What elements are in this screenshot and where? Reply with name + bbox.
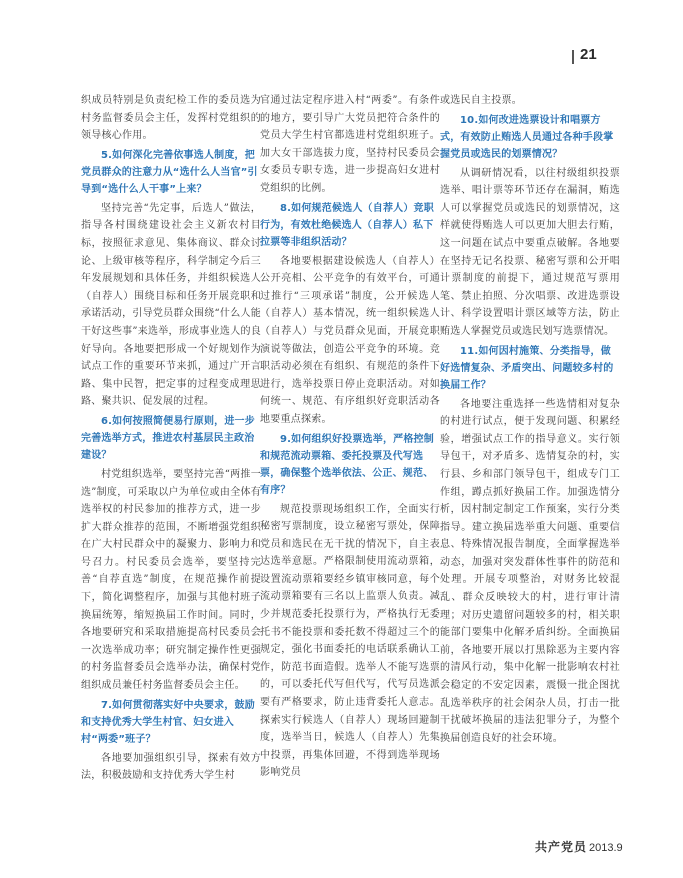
paragraph: 坚持完善“先定事，后选人”做法，指导各村围绕建设社会主义新农村目标，按照征求意见、集体商议、群众讨论、上级审核等程序，科学制定今后三年发展规划和具体任务，并组织候选人（自荐人）围绕目标和任务开展竞职和承诺活动，引导党员群众围绕“什么人能干好这些事”来选举，形成事业选人的良好导向。各地要把形成一个好规划作为试点工作的重要环节来抓，通过广开言路、集中民智，把定事的过程变成理思路、聚共识、促发展的过程。	[81, 202, 261, 408]
text-column-left	[81, 92, 261, 785]
text-column-middle	[260, 92, 440, 782]
paragraph: 村党组织选举，要坚持完善“两推一选”制度，可采取以户为单位或由全体有选举权的村民参加的推荐方式，进一步扩大群众推荐的范围，不断增强党组织在广大村民群众中的凝聚力、影响力和号召力。村民委员会选举，要坚持完善“自荐直选”制度，在规范操作前提下，简化调整程序，加强与其他村班子换届统筹，缩短换届工作时间。同时，各地要研究和采取措施提高村民委员会一次选举成功率；研究制定操作性更强的村务监督委员会选举办法，确保村党组织成员兼任村务监督委员会主任。	[81, 468, 261, 692]
page-footer	[535, 838, 623, 855]
text-column-right	[440, 92, 620, 747]
question-heading-9: 9.如何组织好投票选举，严格控制和规范流动票箱、委托投票及代写选票，确保整个选举依法、公正、规范、有序？	[260, 433, 434, 496]
paragraph: 各地要注重选择一些选情相对复杂的村进行试点，便于发现问题、积累经验，增强试点工作的指导意义。实行领导包干，对矛盾多、选情复杂的村，实行县、乡和部门领导包干，组成专门工作组，蹲点抓好换届工作。加强选情分析，因村制定制定工作预案，实行分类指导。建立换届选举重大问题、重要信息、特殊情况报告制度，全面掌握选举动态，加强对突发群体性事件的防范和处理。开展专项整治，对财务比较混乱、群众反映较大的村，进行审计清理；对历史遗留问题较多的村，相关职能部门要集中化解矛盾纠纷。全面换届前，各地要开展以打黑除恶为主要内容的清风行动，集中化解一批影响农村社会稳定的不安定因素，震慑一批企图扰乱选举秩序的社会闲杂人员，打击一批干扰破坏换届的违法犯罪分子，为整个换届创造良好的社会环境。	[440, 398, 620, 744]
paragraph: 各地要加强组织引导，探索有效方法，积极鼓励和支持优秀大学生村	[81, 752, 261, 782]
paragraph: 各地要根据建设候选人（自荐人）公开亮相、公平竞争的有效平台，可通过推行“三项承诺”制度，公开候选人（自荐人）基本情况，统一组织候选人（自荐人）与党员群众见面，开展竞职演说等做法，创造公平竞争的环境。竞职活动必须在有组织、有规范的条件下进行，选举投票日停止竞职活动。对如何统一、规范、有序组织好竞职活动各地要重点探索。	[260, 255, 440, 425]
paragraph: 织成员特别是负责纪检工作的委员选为村务监督委员会主任，发挥村党组织的领导核心作用。	[81, 95, 261, 142]
question-heading-11: 11.如何因村施策、分类指导，做好选情复杂、矛盾突出、问题较多村的换届工作？	[440, 345, 614, 391]
question-heading-5: 5.如何深化完善依事选人制度，把党员群众的注意力从“选什么人当官”引导到“选什么人干事”上来？	[81, 149, 258, 195]
question-heading-6: 6.如何按照简便易行原则，进一步完善选举方式，推进农村基层民主政治建设？	[81, 415, 255, 461]
paragraph: 从调研情况看，以往村级组织投票选举、唱计票等环节还存在漏洞，贿选人可以掌握党员或选民的划票情况，这样就使得贿选人可以更加大胆去行贿，这一问题在试点中要重点破解。各地要在坚持无记名投票、秘密写票和公开唱计票制度的前提下，通过规范写票用笔、禁止拍照、分次唱票、改进选票设计、科学设置唱计票区域等方法，防止贿选人掌握党员或选民划写选票情况。	[440, 167, 620, 337]
issue-date: 2013.9	[589, 842, 623, 854]
paragraph: 或选民自主投票。	[440, 95, 522, 106]
question-heading-8: 8.如何规范候选人（自荐人）竞职行为，有效杜绝候选人（自荐人）私下拉票等非组织活动？	[260, 202, 434, 248]
page-number: 21	[580, 46, 597, 63]
question-heading-7: 7.如何贯彻落实好中央要求，鼓励和支持优秀大学生村官、妇女进入村“两委”班子？	[81, 699, 255, 745]
paragraph: 规范投票现场组织工作，全面实行秘密写票制度，设立秘密写票处，保障党员和选民在无干扰的情况下，自主表达选举意愿。严格限制使用流动票箱，设置流动票箱要经乡镇审核同意，每个流动票箱要有三名以上监票人负责。减少并规范委托投票行为，严格执行无委托书不能投票和委托数不得超过三个的规定，强化书面委托的电话联系确认工作，防范书面造假。选举人不能写选票的，可以委托代写但代写，代写员选派要有严格要求，防止违背委托人意志。探索实行候选人（自荐人）现场回避制度，选举当日，候选人（自荐人）先集中投票，再集体回避，不得到选举现场影响党员	[260, 503, 440, 779]
magazine-logo: 共产党员	[535, 840, 588, 854]
header-divider	[572, 50, 574, 64]
question-heading-10: 10.如何改进选票设计和唱票方式，有效防止贿选人员通过各种手段掌握党员或选民的划票情况？	[440, 114, 614, 160]
paragraph: 官通过法定程序进入村“两委”。有条件的地方，要引导广大党员把符合条件的党员大学生村官都选进村党组织班子。加大女干部选拔力度，坚持村民委员会女委员专职专选，进一步提高妇女进村党组织的比例。	[260, 95, 440, 194]
